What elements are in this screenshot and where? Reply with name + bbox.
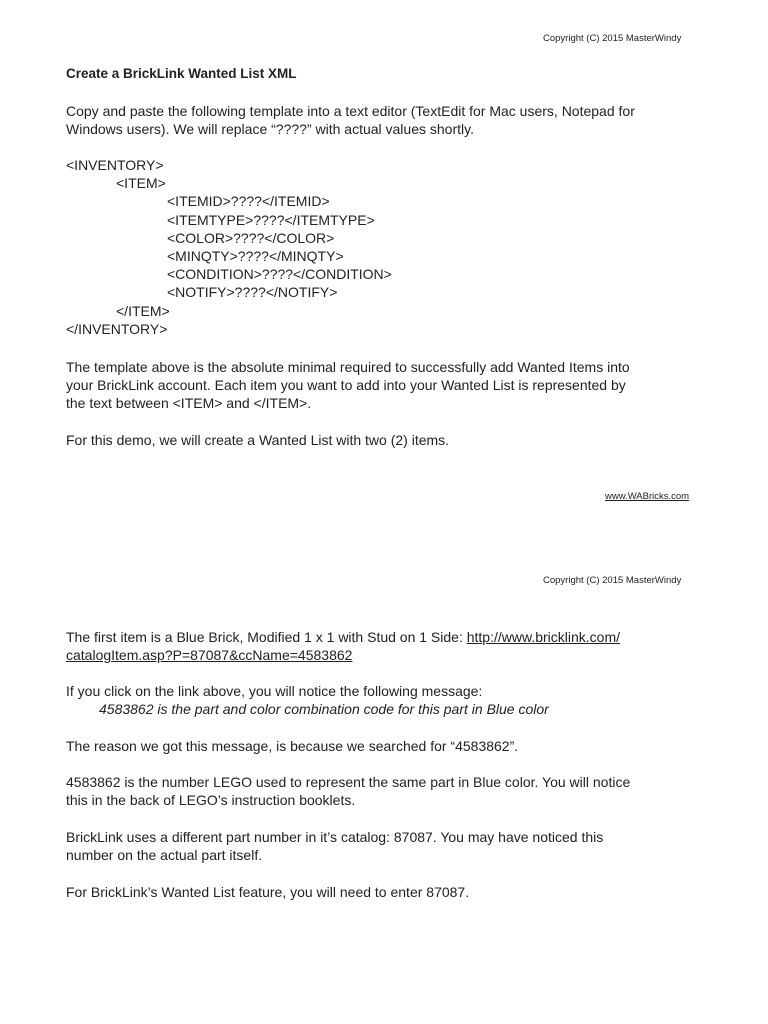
click-paragraph bbox=[66, 682, 716, 718]
click-line: If you click on the link above, you will notice the following message: bbox=[66, 683, 483, 699]
lego-line: 4583862 is the number LEGO used to represent the same part in Blue color. You will notice bbox=[66, 774, 631, 790]
intro-paragraph bbox=[66, 102, 716, 138]
xml-line: <ITEM> bbox=[116, 175, 166, 192]
intro-line: Windows users). We will replace “????” with actual values shortly. bbox=[66, 121, 474, 138]
xml-line: <MINQTY>????</MINQTY> bbox=[167, 248, 344, 265]
message-line: 4583862 is the part and color combination code for this part in Blue color bbox=[99, 701, 549, 718]
lego-paragraph bbox=[66, 773, 716, 809]
first-item-line bbox=[66, 646, 716, 664]
footer-link[interactable]: www.WABricks.com bbox=[605, 491, 690, 502]
explain-line: your BrickLink account. Each item you want to add into your Wanted List is represented by bbox=[66, 377, 626, 394]
reason-line: The reason we got this message, is because we searched for “4583862”. bbox=[66, 738, 519, 754]
bricklink-line: number on the actual part itself. bbox=[66, 847, 263, 864]
explain-line: The template above is the absolute minimal required to successfully add Wanted Items into bbox=[66, 359, 630, 375]
final-line: For BrickLink’s Wanted List feature, you will need to enter 87087. bbox=[66, 884, 470, 900]
xml-line: <COLOR>????</COLOR> bbox=[167, 229, 335, 246]
first-item-text: The first item is a Blue Brick, Modified 1 x 1 with Stud on 1 Side: bbox=[66, 629, 467, 645]
lego-line: this in the back of LEGO’s instruction booklets. bbox=[66, 792, 356, 809]
bricklink-line: BrickLink uses a different part number in it’s catalog: 87087. You may have noticed this bbox=[66, 829, 604, 845]
explain-line: the text between <ITEM> and </ITEM>. bbox=[66, 395, 312, 412]
xml-line: <CONDITION>????</CONDITION> bbox=[167, 266, 392, 283]
page-title: Create a BrickLink Wanted List XML bbox=[66, 66, 297, 81]
first-item-paragraph bbox=[66, 628, 716, 664]
first-item-line bbox=[66, 628, 716, 646]
bricklink-link-part1[interactable]: http://www.bricklink.com/ bbox=[466, 629, 620, 645]
xml-line: </ITEM> bbox=[116, 302, 170, 319]
intro-line: Copy and paste the following template into a text editor (TextEdit for Mac users, Notepad for bbox=[66, 103, 635, 119]
demo-line: For this demo, we will create a Wanted List with two (2) items. bbox=[66, 432, 450, 448]
xml-template bbox=[66, 156, 392, 338]
page2-copyright: Copyright (C) 2015 MasterWindy bbox=[543, 575, 682, 586]
xml-line: <NOTIFY>????</NOTIFY> bbox=[167, 284, 338, 301]
xml-line: <ITEMTYPE>????</ITEMTYPE> bbox=[167, 211, 375, 228]
page1-copyright: Copyright (C) 2015 MasterWindy bbox=[543, 33, 682, 44]
xml-line: <ITEMID>????</ITEMID> bbox=[167, 193, 330, 210]
explain-paragraph bbox=[66, 358, 716, 413]
xml-line: </INVENTORY> bbox=[66, 320, 168, 337]
xml-line: <INVENTORY> bbox=[66, 157, 164, 173]
bricklink-paragraph bbox=[66, 828, 716, 864]
bricklink-link-part2[interactable]: catalogItem.asp?P=87087&ccName=4583862 bbox=[66, 647, 353, 664]
